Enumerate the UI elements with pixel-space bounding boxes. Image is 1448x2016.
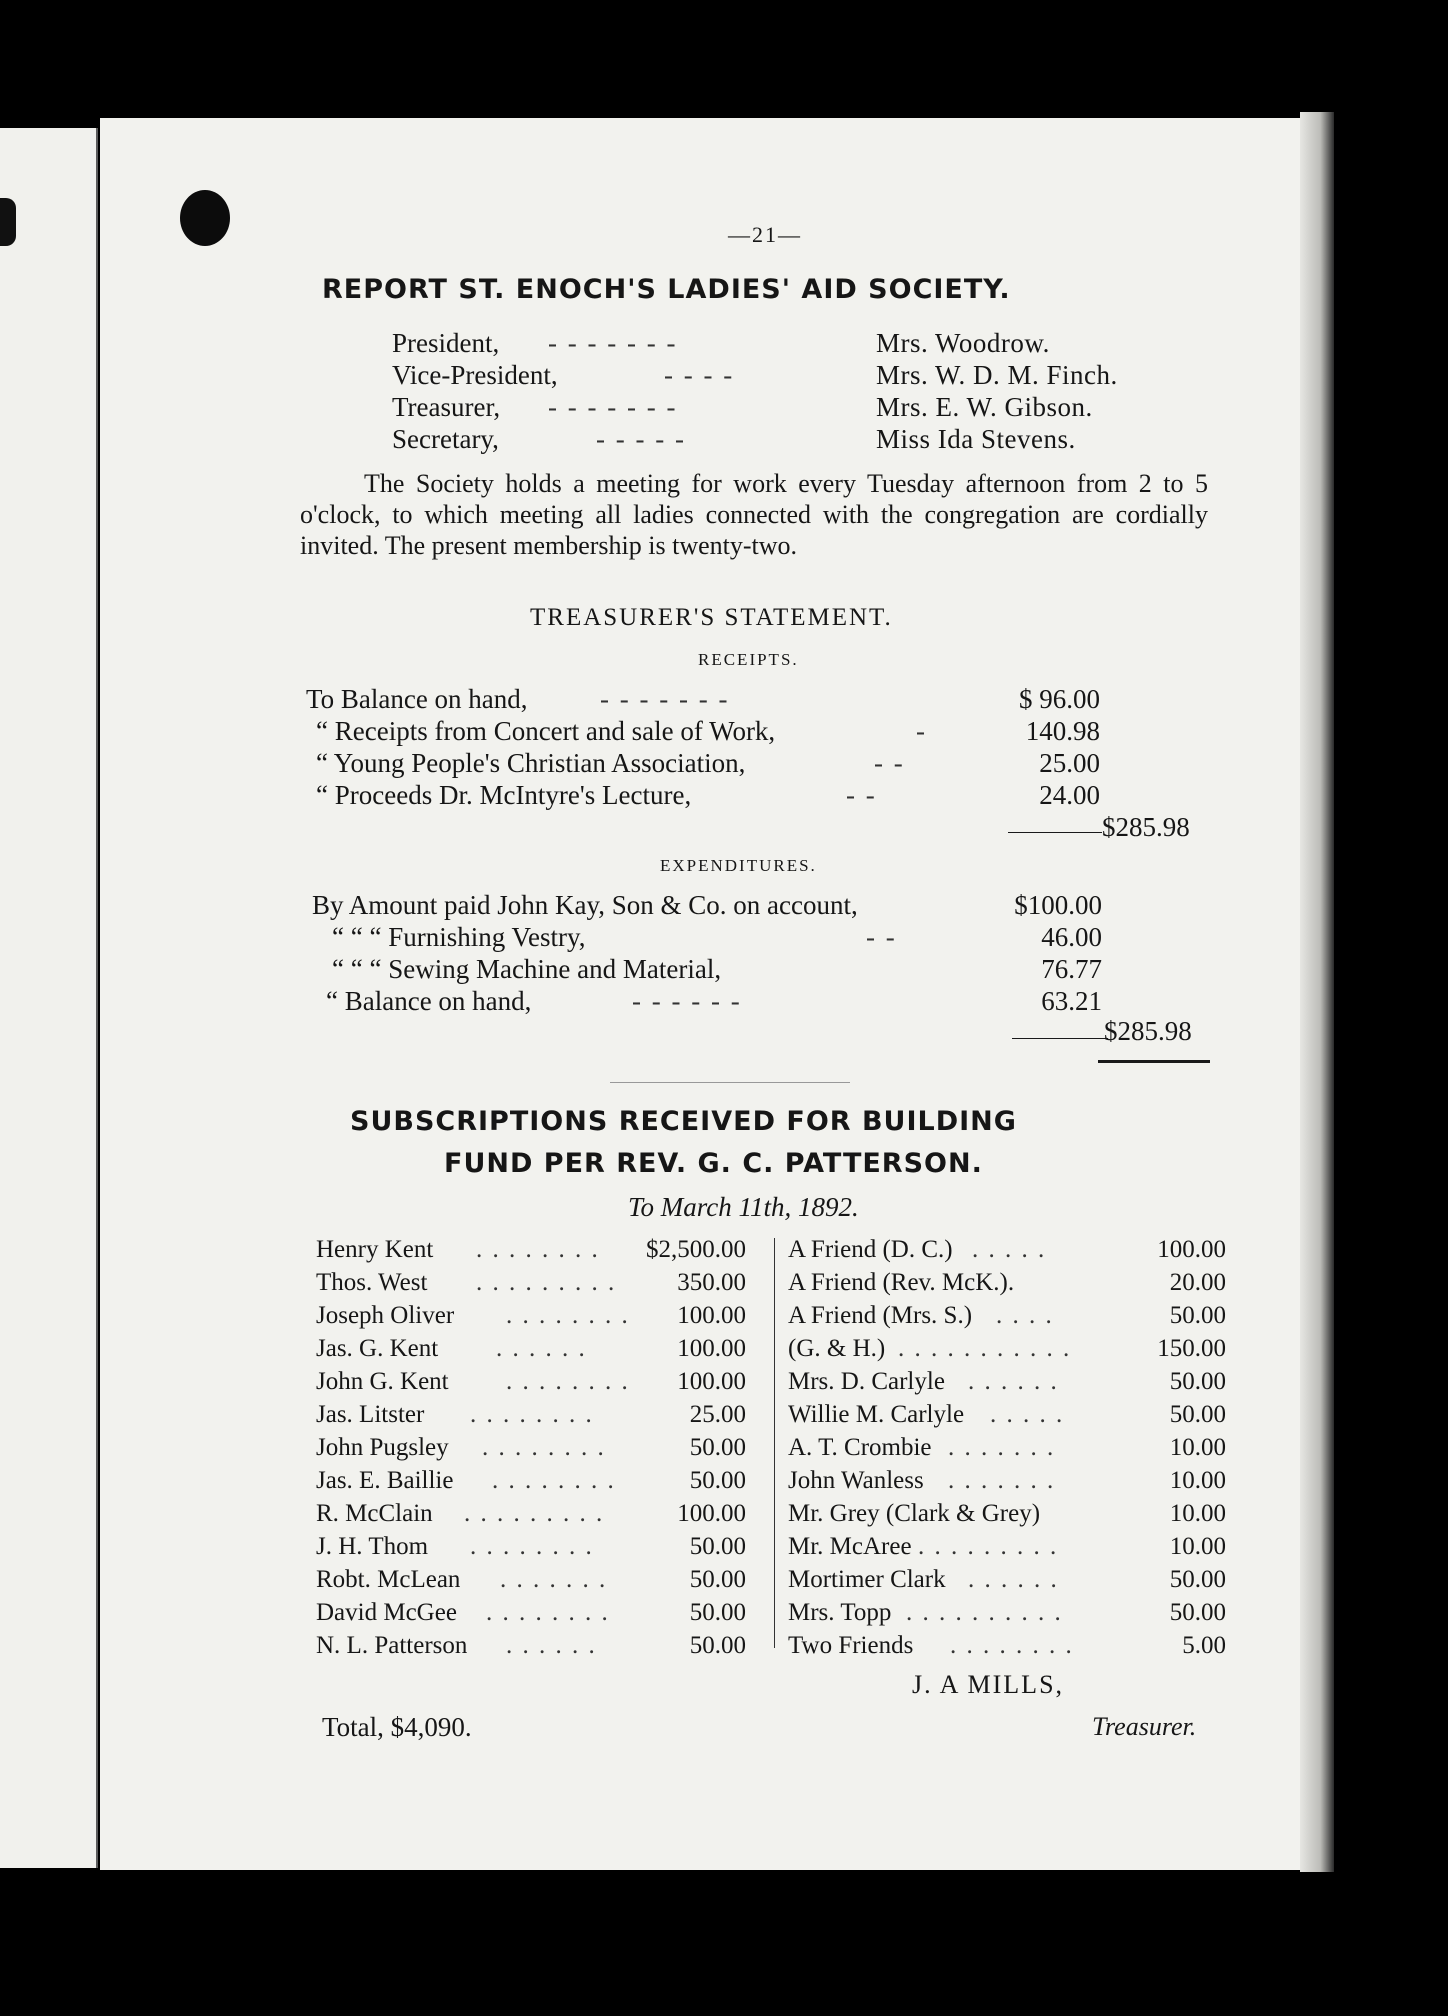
page-number: —21— — [728, 222, 802, 247]
subscriber-amount: 50.00 — [689, 1566, 746, 1593]
officer-leader: - - - - - — [596, 424, 686, 454]
subscriber-name: Mr. Grey (Clark & Grey) — [788, 1500, 1041, 1527]
section-divider — [610, 1082, 850, 1083]
subscriber-amount: 50.00 — [689, 1632, 746, 1659]
page-curl-edge — [1300, 112, 1334, 1872]
subscriber-dots: . . . . . — [990, 1401, 1065, 1428]
report-title: REPORT ST. ENOCH'S LADIES' AID SOCIETY. — [322, 274, 1011, 305]
officer-role: Treasurer, — [392, 392, 501, 422]
subscriber-dots: . . . . . . . . — [470, 1533, 594, 1560]
signer-name: J. A MILLS, — [912, 1670, 1065, 1699]
officer-name: Mrs. Woodrow. — [876, 328, 1050, 358]
subscriber-dots: . . . . . . . . . . — [906, 1599, 1063, 1626]
subscriber-name: A Friend (D. C.) — [788, 1236, 953, 1263]
subscriber-name: (G. & H.) — [788, 1335, 886, 1362]
subscriber-dots: . . . . . . . — [948, 1434, 1056, 1461]
subscriber-name: Mrs. D. Carlyle — [788, 1368, 945, 1395]
subscriber-name: John Pugsley — [316, 1434, 449, 1461]
subscriber-dots: . . . . . . . . — [950, 1632, 1074, 1659]
subscriber-dots: . . . . . . . . — [476, 1236, 600, 1263]
subscriber-amount: 100.00 — [677, 1302, 746, 1329]
ink-blot — [0, 198, 16, 246]
expenditure-amount: 46.00 — [1041, 922, 1102, 952]
subscriber-name: Mr. McAree — [788, 1533, 912, 1560]
subscriber-dots: . . . . . . . . — [506, 1368, 630, 1395]
subscriptions-title-line2: FUND PER REV. G. C. PATTERSON. — [444, 1148, 983, 1179]
subscriber-name: Jas. Litster — [316, 1401, 425, 1428]
officer-role: Secretary, — [392, 424, 499, 454]
subscriptions-total: Total, $4,090. — [322, 1712, 472, 1742]
subscriber-amount: 20.00 — [1169, 1269, 1226, 1296]
subscriber-amount: 50.00 — [689, 1434, 746, 1461]
receipt-leader: - - — [846, 780, 877, 810]
receipt-amount: 24.00 — [1039, 780, 1100, 810]
subscriber-amount: 10.00 — [1169, 1500, 1226, 1527]
subscriber-amount: 5.00 — [1182, 1632, 1226, 1659]
subscriber-dots: . . . . . . . . — [470, 1401, 594, 1428]
subscriber-amount: 50.00 — [689, 1533, 746, 1560]
expenditures-total-rule — [1012, 1038, 1108, 1039]
subscriber-name: John G. Kent — [316, 1368, 449, 1395]
officer-name: Miss Ida Stevens. — [876, 424, 1076, 454]
expenditure-leader: - - — [866, 922, 897, 952]
column-separator — [774, 1238, 775, 1648]
receipt-amount: 140.98 — [1025, 716, 1100, 746]
subscriber-name: Thos. West — [316, 1269, 428, 1296]
subscriber-name: A Friend (Rev. McK.). — [788, 1269, 1015, 1296]
expenditure-leader: - - - - - - — [632, 986, 742, 1016]
subscriber-dots: . . . . . — [972, 1236, 1047, 1263]
subscriber-amount: 50.00 — [1169, 1302, 1226, 1329]
expenditure-label: “ “ “ Furnishing Vestry, — [332, 922, 586, 952]
officer-leader: - - - - — [664, 360, 735, 390]
subscriber-dots: . . . . . . . . . . . — [898, 1335, 1072, 1362]
subscriber-amount: 150.00 — [1157, 1335, 1226, 1362]
subscriber-dots: . . . . . . . . . — [464, 1500, 605, 1527]
subscriber-name: Henry Kent — [316, 1236, 434, 1263]
receipt-label: To Balance on hand, — [306, 684, 528, 714]
subscriptions-title-line1: SUBSCRIPTIONS RECEIVED FOR BUILDING — [350, 1106, 1017, 1137]
subscriber-name: N. L. Patterson — [316, 1632, 468, 1659]
subscriber-name: John Wanless — [788, 1467, 924, 1494]
expenditure-label: “ Balance on hand, — [326, 986, 532, 1016]
subscriber-amount: 50.00 — [689, 1599, 746, 1626]
subscriber-dots: . . . . . . . . — [506, 1302, 630, 1329]
subscriptions-date: To March 11th, 1892. — [628, 1192, 859, 1222]
subscriber-dots: . . . . . . . — [948, 1467, 1056, 1494]
receipt-leader: - - — [874, 748, 905, 778]
subscriber-name: Jas. G. Kent — [316, 1335, 439, 1362]
subscriber-name: A Friend (Mrs. S.) — [788, 1302, 973, 1329]
paragraph-text: The Society holds a meeting for work every Tuesday afternoon from 2 to 5 o'clock, to which meeting all ladies connected with the congregation are cordially invited. The present membership is twenty-two. — [300, 469, 1208, 560]
subscriber-amount: 50.00 — [1169, 1401, 1226, 1428]
subscriber-name: Willie M. Carlyle — [788, 1401, 965, 1428]
expenditure-amount: 63.21 — [1041, 986, 1102, 1016]
expenditure-label: By Amount paid John Kay, Son & Co. on account, — [312, 890, 858, 920]
expenditures-heading: EXPENDITURES. — [660, 856, 817, 875]
double-rule — [1098, 1060, 1210, 1063]
expenditures-total: $285.98 — [1104, 1016, 1192, 1046]
subscriber-dots: . . . . . . . . . — [918, 1533, 1059, 1560]
signer-title: Treasurer. — [1092, 1712, 1197, 1741]
subscriber-amount: 50.00 — [1169, 1368, 1226, 1395]
subscriber-dots: . . . . . . . . — [492, 1467, 616, 1494]
receipts-total-rule — [1008, 832, 1102, 833]
officer-leader: - - - - - - - — [548, 392, 678, 422]
subscriber-name: Mortimer Clark — [788, 1566, 946, 1593]
receipt-leader: - - - - - - - — [600, 684, 730, 714]
subscriber-name: A. T. Crombie — [788, 1434, 932, 1461]
subscriber-name: Robt. McLean — [316, 1566, 461, 1593]
adjacent-page-edge — [0, 128, 98, 1868]
subscriber-name: Mrs. Topp — [788, 1599, 892, 1626]
subscriber-name: J. H. Thom — [316, 1533, 429, 1560]
subscriber-dots: . . . . . . — [506, 1632, 597, 1659]
subscriber-amount: 100.00 — [677, 1500, 746, 1527]
society-paragraph — [300, 468, 1208, 561]
subscriber-amount: $2,500.00 — [646, 1236, 746, 1263]
subscriber-dots: . . . . — [996, 1302, 1054, 1329]
subscriber-dots: . . . . . . — [968, 1368, 1059, 1395]
officer-leader: - - - - - - - — [548, 328, 678, 358]
subscriber-amount: 50.00 — [1169, 1599, 1226, 1626]
expenditure-amount: $100.00 — [1014, 890, 1102, 920]
punch-hole — [180, 190, 230, 246]
subscriber-dots: . . . . . . . — [500, 1566, 608, 1593]
subscriber-amount: 50.00 — [1169, 1566, 1226, 1593]
subscriber-amount: 100.00 — [677, 1368, 746, 1395]
subscriber-dots: . . . . . . . . — [486, 1599, 610, 1626]
officer-role: Vice-President, — [392, 360, 558, 390]
subscriber-dots: . . . . . . . . — [482, 1434, 606, 1461]
receipt-leader: - — [916, 716, 927, 746]
subscriber-dots: . . . . . . — [496, 1335, 587, 1362]
subscriber-name: Jas. E. Baillie — [316, 1467, 454, 1494]
subscriber-amount: 10.00 — [1169, 1434, 1226, 1461]
officer-name: Mrs. W. D. M. Finch. — [876, 360, 1118, 390]
receipts-heading: RECEIPTS. — [698, 650, 799, 669]
receipt-amount: 25.00 — [1039, 748, 1100, 778]
officer-role: President, — [392, 328, 500, 358]
receipt-label: “ Proceeds Dr. McIntyre's Lecture, — [316, 780, 692, 810]
subscriber-name: R. McClain — [316, 1500, 433, 1527]
subscriber-name: Two Friends — [788, 1632, 914, 1659]
subscriber-amount: 10.00 — [1169, 1467, 1226, 1494]
expenditure-label: “ “ “ Sewing Machine and Material, — [332, 954, 722, 984]
subscriber-dots: . . . . . . . . . — [476, 1269, 617, 1296]
receipts-total: $285.98 — [1102, 812, 1190, 842]
subscriber-amount: 25.00 — [689, 1401, 746, 1428]
subscriber-amount: 100.00 — [677, 1335, 746, 1362]
subscriber-name: Joseph Oliver — [316, 1302, 455, 1329]
subscriber-amount: 100.00 — [1157, 1236, 1226, 1263]
subscriber-dots: . . . . . . — [968, 1566, 1059, 1593]
expenditure-amount: 76.77 — [1041, 954, 1102, 984]
receipt-label: “ Receipts from Concert and sale of Work, — [316, 716, 776, 746]
receipt-label: “ Young People's Christian Association, — [316, 748, 746, 778]
officer-name: Mrs. E. W. Gibson. — [876, 392, 1093, 422]
treasurer-statement-heading: TREASURER'S STATEMENT. — [530, 604, 893, 631]
subscriber-amount: 50.00 — [689, 1467, 746, 1494]
receipt-amount: $ 96.00 — [1019, 684, 1100, 714]
subscriber-amount: 10.00 — [1169, 1533, 1226, 1560]
subscriber-name: David McGee — [316, 1599, 457, 1626]
subscriber-amount: 350.00 — [677, 1269, 746, 1296]
